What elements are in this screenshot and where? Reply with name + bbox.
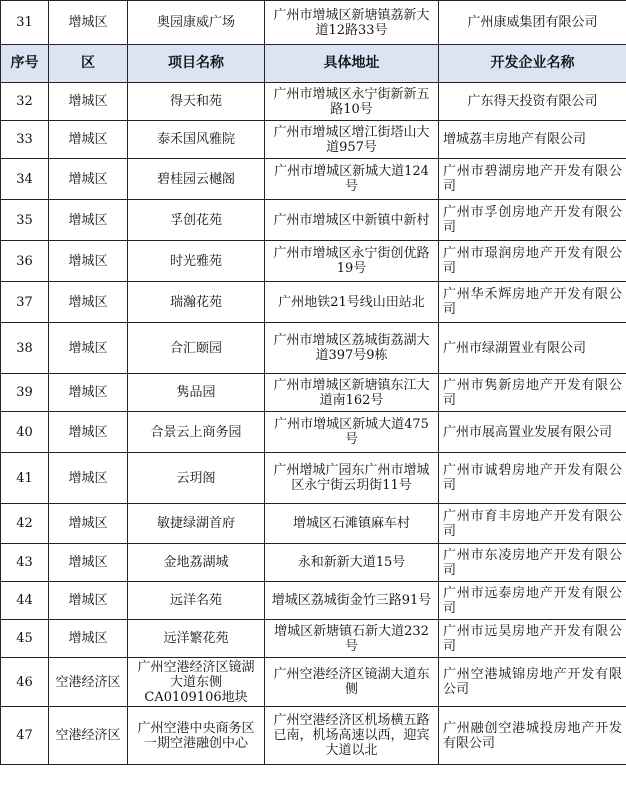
cell-district: 增城区: [49, 504, 128, 544]
cell-project-name: 碧桂园云樾阁: [128, 159, 265, 200]
cell-index: 35: [1, 200, 49, 241]
cell-developer: 广州市东凌房地产开发有限公司: [439, 544, 626, 582]
cell-project-name: 泰禾国风雅院: [128, 121, 265, 159]
table-header-row: [1, 45, 626, 83]
table-row: [1, 200, 626, 241]
cell-address: 广州市增城区中新镇中新村: [265, 200, 439, 241]
cell-index: 42: [1, 504, 49, 544]
table-row: [1, 658, 626, 707]
cell-district: 空港经济区: [49, 658, 128, 707]
column-header: 序号: [1, 45, 49, 83]
cell-developer: 增城荔丰房地产有限公司: [439, 121, 626, 159]
table-row: [1, 453, 626, 504]
table-row: [1, 504, 626, 544]
cell-address: 广州市增城区新城大道475号: [265, 412, 439, 453]
cell-project-name: 瑞瀚花苑: [128, 282, 265, 323]
cell-developer: 广州市展高置业发展有限公司: [439, 412, 626, 453]
cell-address: 广州市增城区新城大道124号: [265, 159, 439, 200]
cell-developer: 广州市绿湖置业有限公司: [439, 323, 626, 374]
cell-index: 33: [1, 121, 49, 159]
cell-developer: 广州市璟润房地产开发有限公司: [439, 241, 626, 282]
cell-district: 增城区: [49, 1, 128, 45]
cell-project-name: 远洋繁花苑: [128, 620, 265, 658]
table-row: [1, 121, 626, 159]
cell-project-name: 得天和苑: [128, 83, 265, 121]
cell-project-name: 金地荔湖城: [128, 544, 265, 582]
cell-index: 41: [1, 453, 49, 504]
cell-district: 增城区: [49, 282, 128, 323]
cell-developer: 广州空港城锦房地产开发有限公司: [439, 658, 626, 707]
cell-address: 增城区新塘镇石新大道232号: [265, 620, 439, 658]
cell-developer: 广州市远昊房地产开发有限公司: [439, 620, 626, 658]
column-header: 具体地址: [265, 45, 439, 83]
cell-index: 44: [1, 582, 49, 620]
cell-developer: 广州市碧湖房地产开发有限公司: [439, 159, 626, 200]
table-row: [1, 374, 626, 412]
cell-developer: 广州市远泰房地产开发有限公司: [439, 582, 626, 620]
cell-index: 45: [1, 620, 49, 658]
cell-district: 增城区: [49, 241, 128, 282]
cell-address: 增城区荔城街金竹三路91号: [265, 582, 439, 620]
cell-address: 广州市增城区新塘镇荔新大道12路33号: [265, 1, 439, 45]
cell-developer: 广州市孚创房地产开发有限公司: [439, 200, 626, 241]
table-row: [1, 707, 626, 765]
cell-index: 34: [1, 159, 49, 200]
cell-developer: 广州市育丰房地产开发有限公司: [439, 504, 626, 544]
cell-developer: 广东得天投资有限公司: [439, 83, 626, 121]
table-row: [1, 412, 626, 453]
cell-project-name: 广州空港中央商务区一期空港融创中心: [128, 707, 265, 765]
table-row: [1, 159, 626, 200]
cell-address: 广州市增城区永宁街新新五路10号: [265, 83, 439, 121]
table-row: [1, 282, 626, 323]
column-header: 开发企业名称: [439, 45, 626, 83]
cell-project-name: 合景云上商务园: [128, 412, 265, 453]
cell-district: 增城区: [49, 323, 128, 374]
table-row: [1, 620, 626, 658]
cell-district: 增城区: [49, 453, 128, 504]
table-row: [1, 241, 626, 282]
cell-district: 增城区: [49, 412, 128, 453]
cell-index: 38: [1, 323, 49, 374]
cell-index: 40: [1, 412, 49, 453]
cell-address: 广州空港经济区机场横五路已南，机场高速以西，迎宾大道以北: [265, 707, 439, 765]
cell-address: 广州市增城区永宁街创优路19号: [265, 241, 439, 282]
cell-address: 广州空港经济区镜湖大道东侧: [265, 658, 439, 707]
cell-index: 36: [1, 241, 49, 282]
column-header: 区: [49, 45, 128, 83]
cell-index: 31: [1, 1, 49, 45]
cell-project-name: 孚创花苑: [128, 200, 265, 241]
cell-project-name: 云玥阁: [128, 453, 265, 504]
cell-district: 增城区: [49, 121, 128, 159]
cell-project-name: 广州空港经济区镜湖大道东侧CA0109106地块: [128, 658, 265, 707]
cell-project-name: 远洋名苑: [128, 582, 265, 620]
cell-district: 增城区: [49, 83, 128, 121]
cell-district: 增城区: [49, 159, 128, 200]
cell-developer: 广州市隽新房地产开发有限公司: [439, 374, 626, 412]
table-row: [1, 83, 626, 121]
cell-developer: 广州华禾辉房地产开发有限公司: [439, 282, 626, 323]
cell-index: 47: [1, 707, 49, 765]
cell-district: 增城区: [49, 620, 128, 658]
cell-address: 广州增城广园东广州市增城区永宁街云玥街11号: [265, 453, 439, 504]
cell-address: 广州市增城区新塘镇东江大道南162号: [265, 374, 439, 412]
cell-address: 增城区石滩镇麻车村: [265, 504, 439, 544]
cell-developer: 广州融创空港城投房地产开发有限公司: [439, 707, 626, 765]
table-body: [1, 1, 626, 765]
cell-address: 广州地铁21号线山田站北: [265, 282, 439, 323]
cell-district: 空港经济区: [49, 707, 128, 765]
cell-index: 46: [1, 658, 49, 707]
cell-district: 增城区: [49, 374, 128, 412]
cell-project-name: 敏捷绿湖首府: [128, 504, 265, 544]
column-header: 项目名称: [128, 45, 265, 83]
cell-index: 39: [1, 374, 49, 412]
cell-district: 增城区: [49, 200, 128, 241]
cell-project-name: 奥园康威广场: [128, 1, 265, 45]
cell-developer: 广州市诚碧房地产开发有限公司: [439, 453, 626, 504]
table-row: [1, 582, 626, 620]
cell-developer: 广州康威集团有限公司: [439, 1, 626, 45]
cell-project-name: 时光雅苑: [128, 241, 265, 282]
cell-district: 增城区: [49, 582, 128, 620]
cell-address: 广州市增城区荔城街荔湖大道397号9栋: [265, 323, 439, 374]
cell-project-name: 隽品园: [128, 374, 265, 412]
cell-index: 43: [1, 544, 49, 582]
cell-district: 增城区: [49, 544, 128, 582]
cell-address: 永和新新大道15号: [265, 544, 439, 582]
cell-index: 37: [1, 282, 49, 323]
table-row: [1, 323, 626, 374]
cell-index: 32: [1, 83, 49, 121]
table-row: [1, 1, 626, 45]
cell-address: 广州市增城区增江街塔山大道957号: [265, 121, 439, 159]
table-row: [1, 544, 626, 582]
cell-project-name: 合汇颐园: [128, 323, 265, 374]
